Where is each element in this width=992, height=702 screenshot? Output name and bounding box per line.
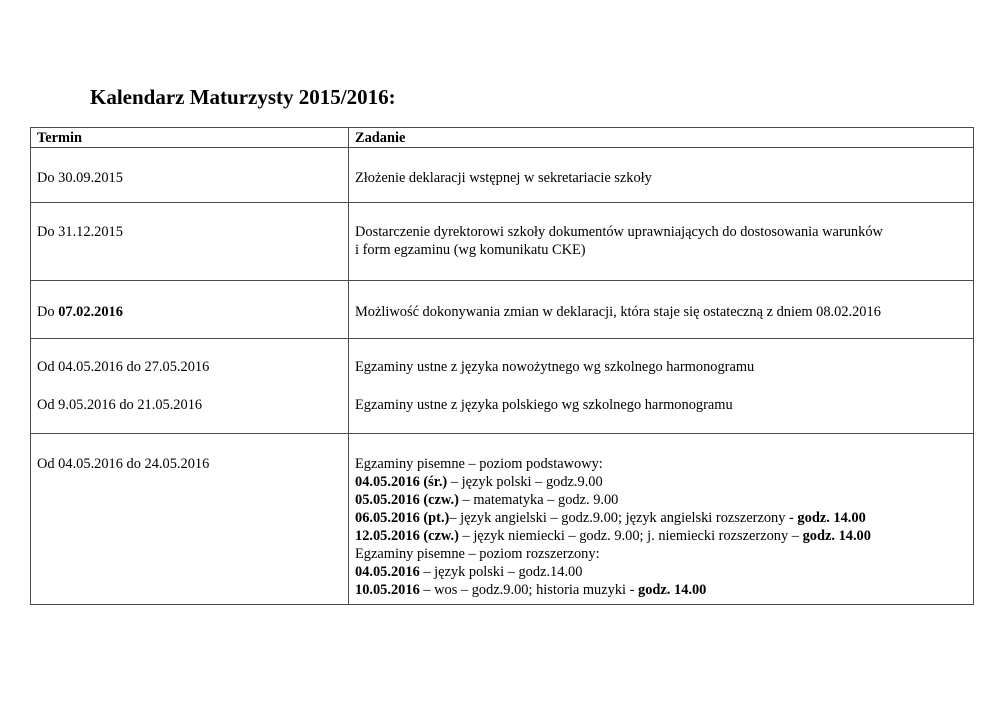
exam-date: 04.05.2016 xyxy=(355,564,420,580)
exam-date: 04.05.2016 (śr.) xyxy=(355,474,448,490)
zadanie-cell: Złożenie deklaracji wstępnej w sekretariacie szkoły xyxy=(349,148,974,203)
zadanie-line: Egzaminy ustne z języka nowożytnego wg szkolnego harmonogramu xyxy=(355,359,755,375)
exam-text: – język angielski – godz.9.00; język angielski rozszerzony - xyxy=(449,510,798,526)
exam-line xyxy=(355,491,967,509)
termin-cell xyxy=(31,339,349,434)
termin-cell: Do 30.09.2015 xyxy=(31,148,349,203)
zadanie-line: Dostarczenie dyrektorowi szkoły dokumentów uprawniających do dostosowania warunków xyxy=(355,224,883,240)
exam-time-bold: godz. 14.00 xyxy=(802,528,871,544)
exam-date: 05.05.2016 (czw.) xyxy=(355,492,459,508)
table-row xyxy=(31,434,974,605)
exam-heading-basic: Egzaminy pisemne – poziom podstawowy: xyxy=(355,456,603,472)
exam-text: – matematyka – godz. 9.00 xyxy=(458,492,619,508)
exam-time-bold: godz. 14.00 xyxy=(638,582,707,598)
exam-text: – język niemiecki – godz. 9.00; j. niemiecki rozszerzony – xyxy=(458,528,803,544)
exam-date: 12.05.2016 (czw.) xyxy=(355,528,459,544)
exam-line xyxy=(355,581,967,599)
zadanie-line: i form egzaminu (wg komunikatu CKE) xyxy=(355,242,586,258)
exam-text: – język polski – godz.14.00 xyxy=(419,564,583,580)
termin-date-bold: 07.02.2016 xyxy=(58,304,123,320)
exam-line xyxy=(355,509,967,527)
zadanie-line: Egzaminy ustne z języka polskiego wg szkolnego harmonogramu xyxy=(355,397,733,413)
exam-text: – język polski – godz.9.00 xyxy=(447,474,603,490)
zadanie-cell xyxy=(349,203,974,281)
zadanie-cell xyxy=(349,434,974,605)
table-row xyxy=(31,281,974,339)
table-header-row xyxy=(31,128,974,148)
exam-line xyxy=(355,527,967,545)
page-title: Kalendarz Maturzysty 2015/2016: xyxy=(90,85,396,109)
exam-heading-extended: Egzaminy pisemne – poziom rozszerzony: xyxy=(355,546,600,562)
table-row xyxy=(31,203,974,281)
exam-date: 10.05.2016 xyxy=(355,582,420,598)
table-row xyxy=(31,148,974,203)
termin-cell: Do 31.12.2015 xyxy=(31,203,349,281)
termin-line: Od 9.05.2016 do 21.05.2016 xyxy=(37,397,203,413)
header-zadanie: Zadanie xyxy=(349,128,974,148)
exam-date: 06.05.2016 (pt.) xyxy=(355,510,450,526)
calendar-table xyxy=(30,127,974,605)
header-termin: Termin xyxy=(31,128,349,148)
termin-cell: Od 04.05.2016 do 24.05.2016 xyxy=(31,434,349,605)
table-row xyxy=(31,339,974,434)
exam-text: – wos – godz.9.00; historia muzyki - xyxy=(419,582,639,598)
exam-line xyxy=(355,473,967,491)
exam-time-bold: godz. 14.00 xyxy=(797,510,866,526)
termin-line: Od 04.05.2016 do 27.05.2016 xyxy=(37,359,210,375)
zadanie-cell xyxy=(349,339,974,434)
exam-line xyxy=(355,563,967,581)
zadanie-cell: Możliwość dokonywania zmian w deklaracji, która staje się ostateczną z dniem 08.02.2016 xyxy=(349,281,974,339)
termin-prefix: Do xyxy=(37,304,59,320)
termin-cell xyxy=(31,281,349,339)
